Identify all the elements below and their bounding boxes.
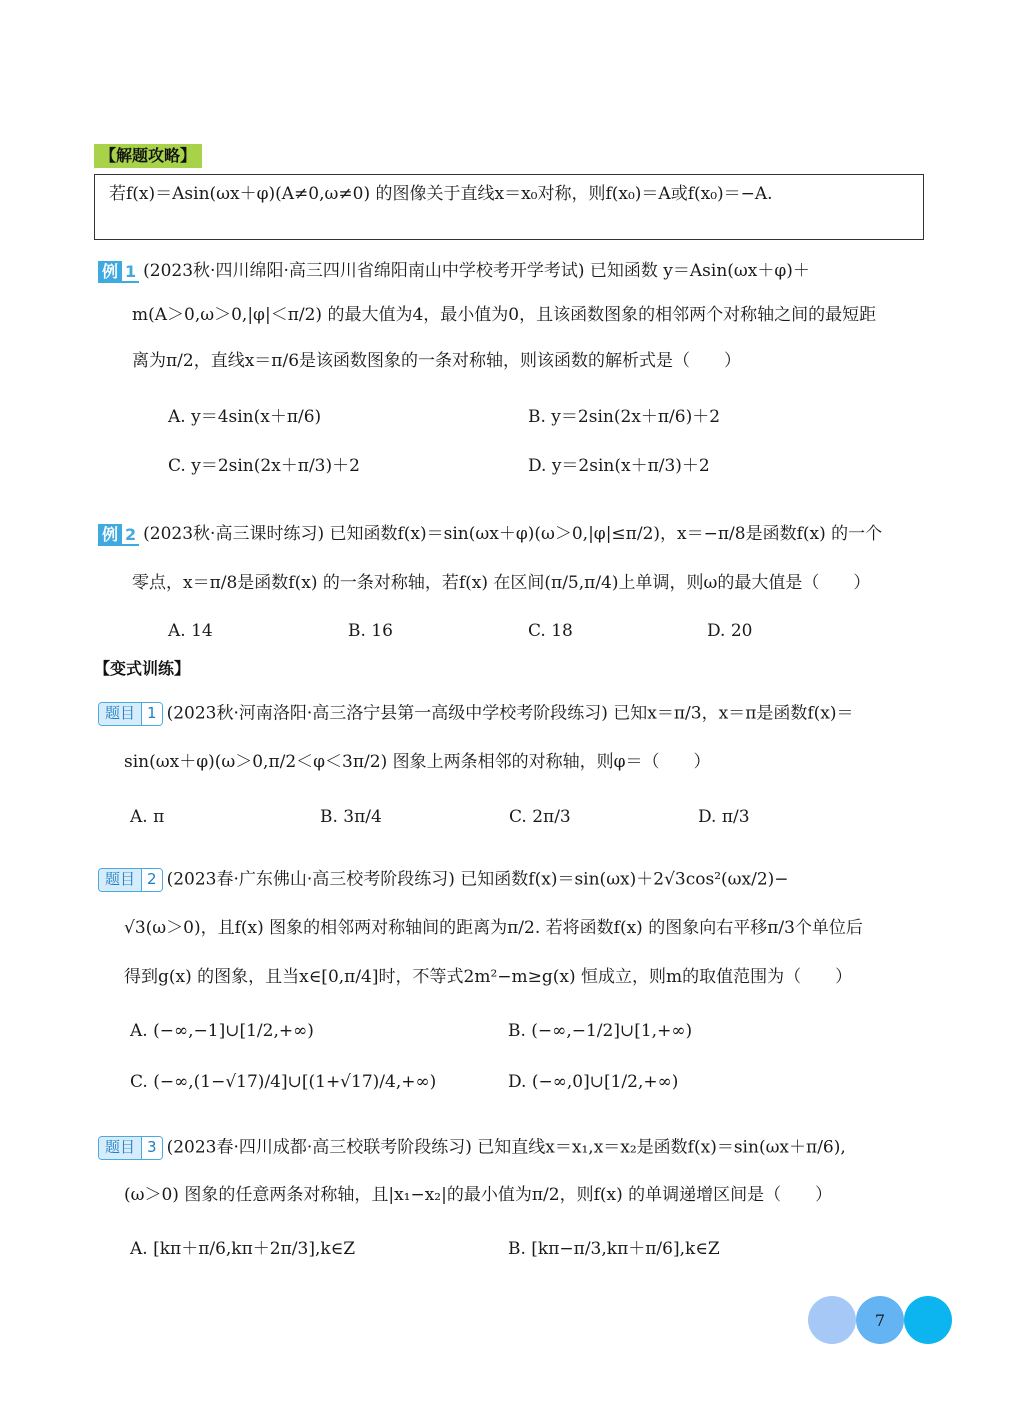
strategy-tag: 【解题攻略】 xyxy=(94,144,202,168)
q2-option-b: B. (−∞,−1/2]∪[1,+∞) xyxy=(508,1021,693,1041)
example2-option-b: B. 16 xyxy=(348,621,393,641)
q2-badge: 题目 2 xyxy=(98,868,163,892)
q1-option-a: A. π xyxy=(130,807,165,827)
example1-badge: 例 1 xyxy=(98,261,139,283)
q2-line3: 得到g(x) 的图象，且当x∈[0,π/4]时，不等式2m²−m≥g(x) 恒成立，则m的取值范围为（ ） xyxy=(124,967,853,987)
q2-line1: 题目 2 (2023春·广东佛山·高三校考阶段练习) 已知函数f(x)＝sin(ωx)＋2√3cos²(ωx/2)− xyxy=(98,868,789,892)
q3-line2: (ω＞0) 图象的任意两条对称轴，且|x₁−x₂|的最小值为π/2，则f(x) 的单调递增区间是（ ） xyxy=(124,1185,833,1205)
example1-option-a: A. y＝4sin(x＋π/6) xyxy=(168,407,322,427)
q3-option-a: A. [kπ＋π/6,kπ＋2π/3],k∈Z xyxy=(130,1239,356,1259)
q3-badge: 题目 3 xyxy=(98,1136,163,1160)
q2-option-d: D. (−∞,0]∪[1/2,+∞) xyxy=(508,1072,679,1092)
example1-line2: m(A＞0,ω＞0,|φ|＜π/2) 的最大值为4，最小值为0，且该函数图象的相邻两个对称轴之间的最短距 xyxy=(132,305,877,325)
q2-line2: √3(ω＞0)，且f(x) 图象的相邻两对称轴间的距离为π/2. 若将函数f(x) 的图象向右平移π/3个单位后 xyxy=(124,918,863,938)
example2-badge: 例 2 xyxy=(98,524,139,546)
q1-option-b: B. 3π/4 xyxy=(320,807,382,827)
example2-option-c: C. 18 xyxy=(528,621,573,641)
example2-option-d: D. 20 xyxy=(707,621,753,641)
example2-option-a: A. 14 xyxy=(168,621,213,641)
q1-line2: sin(ωx＋φ)(ω＞0,π/2＜φ＜3π/2) 图象上两条相邻的对称轴，则φ＝（ ） xyxy=(124,752,711,772)
q3-option-b: B. [kπ−π/3,kπ＋π/6],k∈Z xyxy=(508,1239,720,1259)
page-number: 7 xyxy=(856,1296,904,1344)
practice-title: 【变式训练】 xyxy=(94,659,191,678)
example1-line3: 离为π/2，直线x＝π/6是该函数图象的一条对称轴，则该函数的解析式是（ ） xyxy=(132,351,742,371)
strategy-box xyxy=(94,174,924,240)
decor-circle-left xyxy=(808,1296,856,1344)
example1-option-b: B. y＝2sin(2x＋π/6)＋2 xyxy=(528,407,721,427)
q1-badge: 题目 1 xyxy=(98,702,163,726)
q1-line1: 题目 1 (2023秋·河南洛阳·高三洛宁县第一高级中学校考阶段练习) 已知x＝π/3，x＝π是函数f(x)＝ xyxy=(98,702,854,726)
example1-option-d: D. y＝2sin(x＋π/3)＋2 xyxy=(528,456,710,476)
example1-line1: 例 1 (2023秋·四川绵阳·高三四川省绵阳南山中学校考开学考试) 已知函数 y＝Asin(ωx＋φ)＋ xyxy=(98,260,810,283)
q2-option-a: A. (−∞,−1]∪[1/2,+∞) xyxy=(130,1021,314,1041)
q1-option-c: C. 2π/3 xyxy=(509,807,571,827)
page-number-decoration xyxy=(808,1296,958,1346)
example2-line1: 例 2 (2023秋·高三课时练习) 已知函数f(x)＝sin(ωx＋φ)(ω＞0,|φ|≤π/2)，x＝−π/8是函数f(x) 的一个 xyxy=(98,523,882,546)
q2-option-c: C. (−∞,(1−√17)/4]∪[(1+√17)/4,+∞) xyxy=(130,1072,437,1092)
example1-option-c: C. y＝2sin(2x＋π/3)＋2 xyxy=(168,456,360,476)
q1-option-d: D. π/3 xyxy=(698,807,750,827)
strategy-text: 若f(x)＝Asin(ωx＋φ)(A≠0,ω≠0) 的图像关于直线x＝x₀对称，则f(x₀)＝A或f(x₀)＝−A. xyxy=(109,184,773,204)
decor-circle-right xyxy=(904,1296,952,1344)
q3-line1: 题目 3 (2023春·四川成都·高三校联考阶段练习) 已知直线x＝x₁,x＝x₂是函数f(x)＝sin(ωx＋π/6), xyxy=(98,1136,846,1160)
example2-line2: 零点，x＝π/8是函数f(x) 的一条对称轴，若f(x) 在区间(π/5,π/4)上单调，则ω的最大值是（ ） xyxy=(132,573,871,593)
